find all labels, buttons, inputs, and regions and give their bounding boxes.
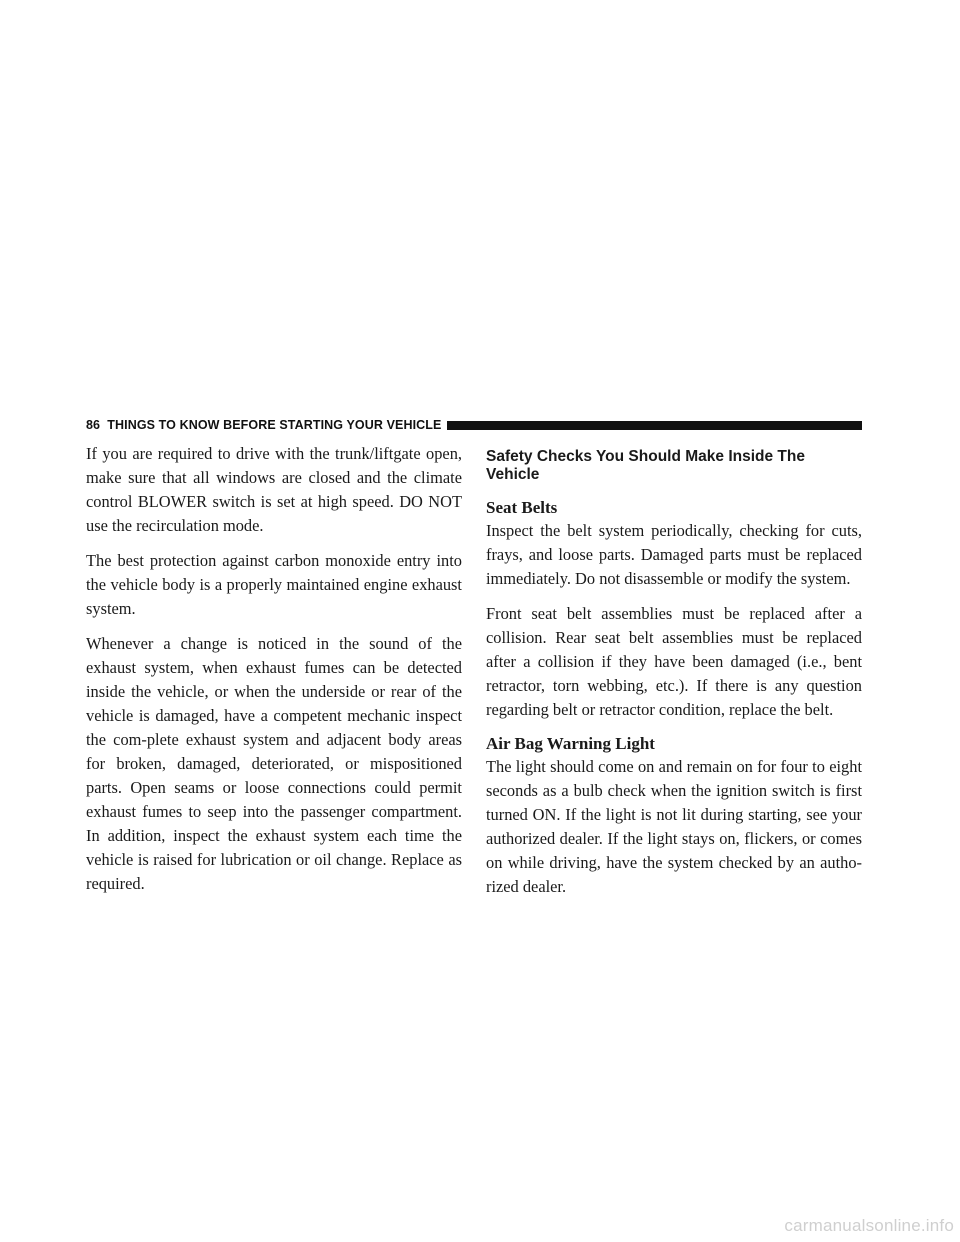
air-bag-heading: Air Bag Warning Light (486, 734, 655, 753)
paragraph: Inspect the belt system periodically, checking for cuts, frays, and loose parts. Damaged parts must be replaced immediately. Do not disassemble or modify the system. (486, 521, 862, 588)
paragraph: The light should come on and remain on for four to eight seconds as a bulb check when the ignition switch is first turned ON. If the light is not lit during starting, see your authorized dealer. If the light stays on, flickers, or comes on while driving, have the system checked by an autho-rized dealer. (486, 757, 862, 896)
site-watermark: carmanualsonline.info (784, 1216, 954, 1235)
right-column (486, 448, 862, 910)
chapter-title: THINGS TO KNOW BEFORE STARTING YOUR VEHICLE (107, 418, 442, 432)
page-number: 86 (86, 418, 101, 432)
paragraph: Whenever a change is noticed in the sound of the exhaust system, when exhaust fumes can be detected inside the vehicle, or when the underside or rear of the vehicle is damaged, have a competent mechanic inspect the com-plete exhaust system and adjacent body areas for broken, damaged, deteriorated, or mispositioned parts. Open seams or loose connections could permit exhaust fumes to seep into the passenger compartment. In addition, inspect the exhaust system each time the vehicle is raised for lubrication or oil change. Replace as required. (86, 634, 462, 893)
header-rule (447, 421, 862, 430)
paragraph: The best protection against carbon monoxide entry into the vehicle body is a properly maintained engine exhaust system. (86, 551, 462, 618)
section-heading: Safety Checks You Should Make Inside The Vehicle (486, 448, 805, 483)
page-header (86, 418, 862, 432)
seat-belts-heading: Seat Belts (486, 498, 558, 517)
paragraph: If you are required to drive with the trunk/liftgate open, make sure that all windows are closed and the climate control BLOWER switch is set at high speed. DO NOT use the recirculation mode. (86, 444, 462, 535)
left-column (86, 442, 462, 907)
paragraph: Front seat belt assemblies must be replaced after a collision. Rear seat belt assemblies must be replaced after a collision if they have been damaged (i.e., bent retractor, torn webbing, etc.). If there is any question regarding belt or retractor condition, replace the belt. (486, 604, 862, 719)
